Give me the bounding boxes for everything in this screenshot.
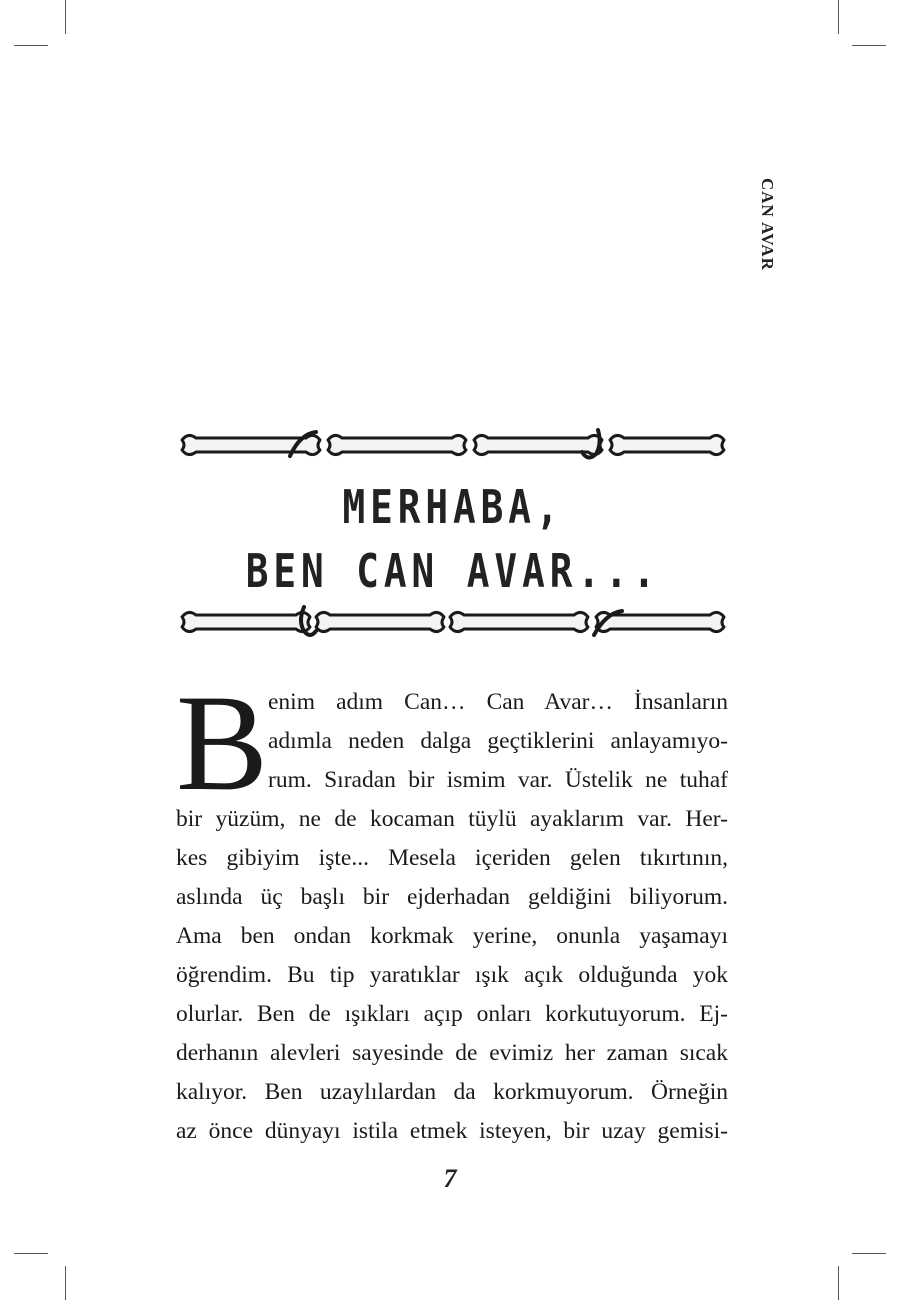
running-head: CAN AVAR (758, 178, 777, 271)
bone-divider-top (178, 426, 728, 466)
crop-mark (838, 0, 839, 34)
text-line: Ama ben ondan korkmak yerine, onunla yaşamayı (176, 923, 728, 949)
crop-mark (14, 45, 48, 46)
text-line: olurlar. Ben de ışıkları açıp onları korkutuyorum. Ej- (176, 1001, 728, 1027)
page-number: 7 (443, 1164, 457, 1193)
text-line: bir yüzüm, ne de kocaman tüylü ayaklarım var. Her- (176, 806, 728, 832)
crop-mark (838, 1266, 839, 1300)
drop-cap: B (176, 666, 269, 819)
text-line: az önce dünyayı istila etmek isteyen, bir uzay gemisi- (176, 1118, 728, 1144)
text-line: aslında üç başlı bir ejderhadan geldiğini biliyorum. (176, 884, 728, 910)
text-line: kes gibiyim işte... Mesela içeriden gelen tıkırtının, (176, 845, 728, 871)
chapter-title (228, 475, 679, 603)
crop-mark (65, 1266, 66, 1300)
crop-mark (14, 1253, 48, 1254)
text-line: adımla neden dalga geçtiklerini anlayamıyo- (268, 728, 728, 754)
crop-mark (852, 1253, 886, 1254)
text-line: derhanın alevleri sayesinde de evimiz her zaman sıcak (176, 1040, 728, 1066)
body-paragraph (176, 666, 728, 1151)
text-line: öğrendim. Bu tip yaratıklar ışık açık olduğunda yok (176, 962, 728, 988)
crop-mark (65, 0, 66, 34)
text-line: enim adım Can… Can Avar… İnsanların (268, 689, 728, 715)
chapter-title-line: MERHABA, (342, 480, 564, 534)
bone-divider-bottom (178, 601, 728, 641)
crop-mark (852, 45, 886, 46)
text-line: rum. Sıradan bir ismim var. Üstelik ne tuhaf (268, 767, 728, 793)
chapter-title-line: BEN CAN AVAR... (245, 544, 661, 598)
text-line: kalıyor. Ben uzaylılardan da korkmuyorum. Örneğin (176, 1079, 728, 1105)
